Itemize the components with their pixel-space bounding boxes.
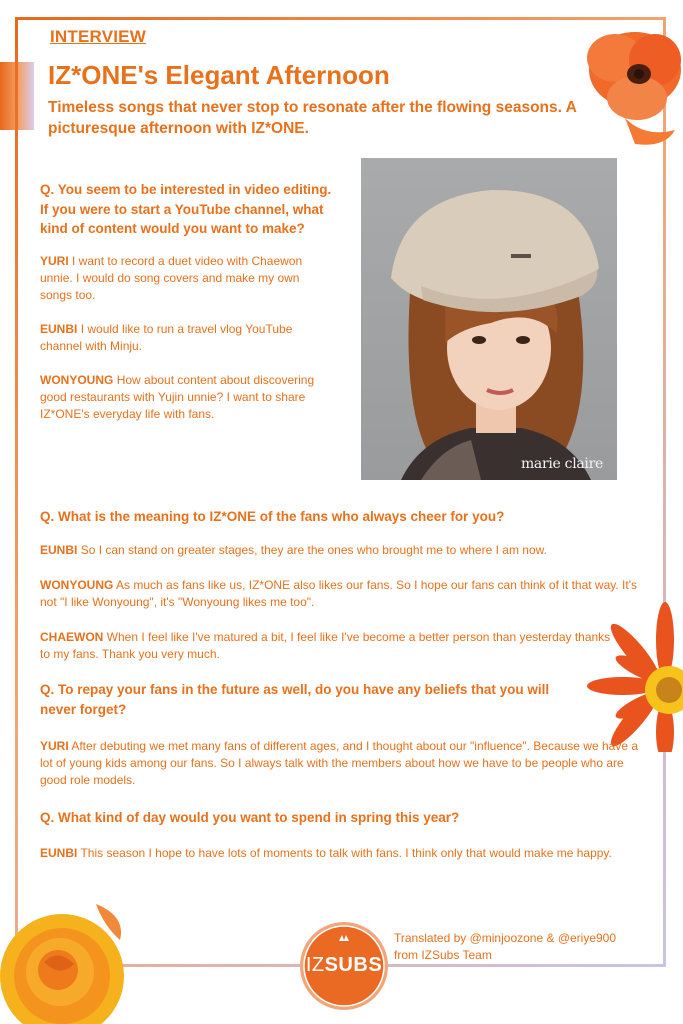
answer-1-2: EUNBI I would like to run a travel vlog YouTube channel with Minju. (40, 321, 293, 353)
photo-watermark: marie claire (520, 456, 603, 472)
answer-3-1: YURI After debuting we met many fans of different ages, and I thought about our "influence". Because we have a lot of young kids among our fans. So I always talk with the members about how we have to be people who are good role models. (40, 739, 639, 787)
portrait-illustration (361, 158, 617, 480)
qa-section-4 (40, 808, 650, 862)
question-3: Q. To repay your fans in the future as well, do you have any beliefs that you will never forget? (40, 682, 550, 717)
answer-2-1: EUNBI So I can stand on greater stages, they are the ones who brought me to where I am now. (40, 542, 547, 557)
answer-1-3: WONYOUNG How about content about discovering good restaurants with Yujin unnie? I want to share IZ*ONE's everyday life with fans. (40, 372, 315, 421)
translation-credit (394, 930, 616, 964)
answer-1-1: YURI I want to record a duet video with Chaewon unnie. I would do song covers and make my own songs too. (40, 253, 303, 302)
page-title: IZ*ONE's Elegant Afternoon (48, 60, 390, 90)
answer-2-3: CHAEWON When I feel like I've matured a bit, I feel like I've become a better person than yesterday thanks to my fans. Thank you very much. (40, 629, 611, 661)
page-subtitle: Timeless songs that never stop to resonate after the flowing seasons. A picturesque afternoon with IZ*ONE. (48, 99, 577, 137)
portrait-photo (361, 158, 617, 480)
question-4: Q. What kind of day would you want to spend in spring this year? (40, 810, 460, 825)
qa-section-2 (40, 507, 650, 663)
izsubs-logo (299, 921, 389, 1011)
qa-section-3-answers (40, 738, 645, 789)
qa-section-3 (40, 680, 570, 719)
answer-2-2: WONYOUNG As much as fans like us, IZ*ONE also likes our fans. So I hope our fans can think of it that way. It's not "I like Wonyoung", it's "Wonyoung likes me too". (40, 577, 637, 609)
rose-flower-icon (0, 898, 140, 1024)
question-2: Q. What is the meaning to IZ*ONE of the fans who always cheer for you? (40, 509, 505, 524)
qa-section-1 (40, 180, 332, 423)
credit-line-1: Translated by @minjoozone & @eriye900 (394, 931, 617, 945)
answer-4-1: EUNBI This season I hope to have lots of moments to talk with fans. I think only that would make me happy. (40, 845, 612, 860)
section-label: INTERVIEW (50, 27, 146, 46)
credit-line-2: from IZSubs Team (394, 948, 492, 962)
question-1: Q. You seem to be interested in video editing. If you were to start a YouTube channel, what kind of content would you want to make? (40, 182, 332, 236)
logo-text: IZSUBS (305, 954, 383, 976)
